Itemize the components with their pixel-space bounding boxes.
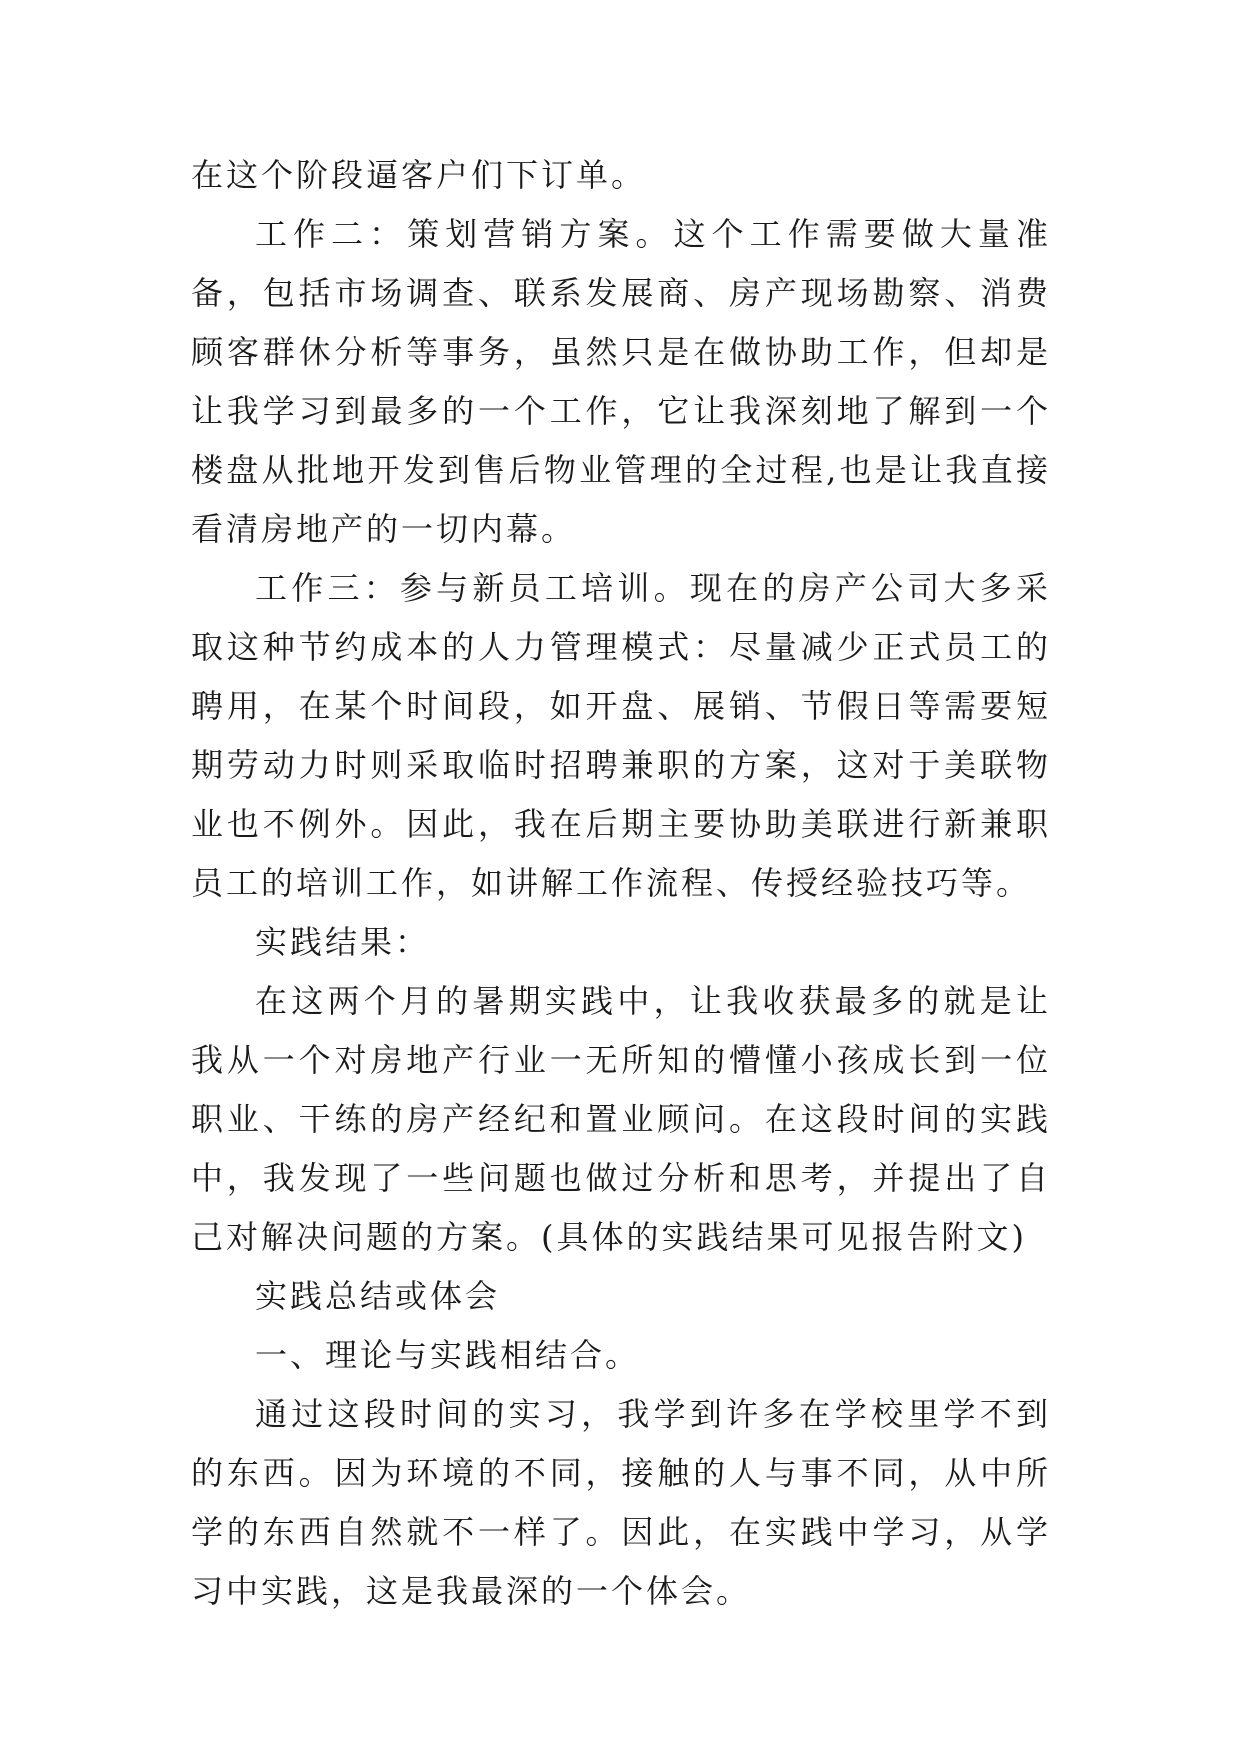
paragraph-practice-results: 在这两个月的暑期实践中，让我收获最多的就是让我从一个对房地产行业一无所知的懵懂小孩成长到一位职业、干练的房产经纪和置业顾问。在这段时间的实践中，我发现了一些问题也做过分析和思考，并提出了自己对解决问题的方案。(具体的实践结果可见报告附文) — [191, 982, 1051, 1256]
heading-practice-summary: 实践总结或体会 — [255, 1277, 501, 1315]
paragraph-internship-learning: 通过这段时间的实习，我学到许多在学校里学不到的东西。因为环境的不同，接触的人与事不同，从中所学的东西自然就不一样了。因此，在实践中学习，从学习中实践，这是我最深的一个体会。 — [191, 1395, 1051, 1610]
paragraph-order-stage: 在这个阶段逼客户们下订单。 — [191, 156, 647, 194]
paragraph-work-three: 工作三：参与新员工培训。现在的房产公司大多采取这种节约成本的人力管理模式：尽量减少正式员工的聘用，在某个时间段，如开盘、展销、节假日等需要短期劳动力时则采取临时招聘兼职的方案，这对于美联物业也不例外。因此，我在后期主要协助美联进行新兼职员工的培训工作，如讲解工作流程、传授经验技巧等。 — [191, 569, 1051, 902]
heading-practice-results: 实践结果： — [255, 923, 431, 961]
heading-theory-practice: 一、理论与实践相结合。 — [255, 1336, 641, 1374]
paragraph-work-two: 工作二：策划营销方案。这个工作需要做大量准备，包括市场调查、联系发展商、房产现场勘察、消费顾客群休分析等事务，虽然只是在做协助工作，但却是让我学习到最多的一个工作，它让我深刻地了解到一个楼盘从批地开发到售后物业管理的全过程,也是让我直接看清房地产的一切内幕。 — [191, 215, 1051, 548]
document-body — [191, 146, 1051, 1621]
